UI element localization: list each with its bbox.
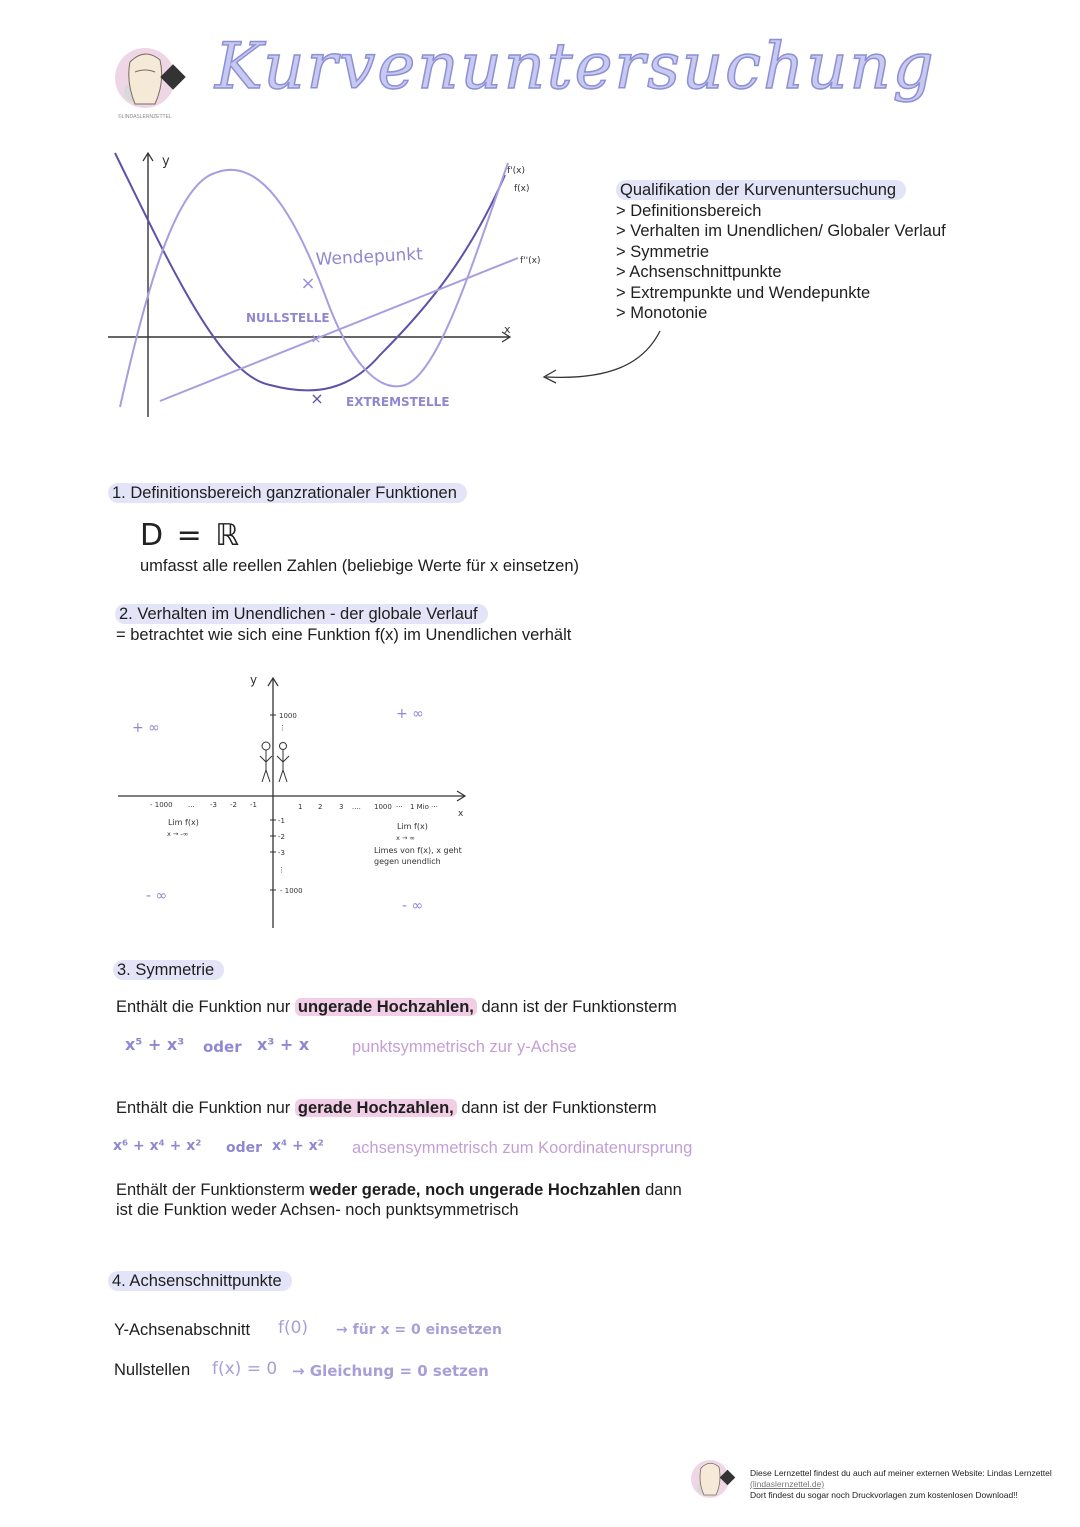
qualification-list [616,180,946,324]
x-tick: ... [188,801,195,809]
x-tick: -1 [250,801,257,809]
lim-left: Lim f(x) [168,818,199,827]
footer-logo [688,1455,738,1505]
nullstelle-label: NULLSTELLE [246,311,330,325]
plus-infinity-right: + ∞ [396,706,424,722]
even-result: achsensymmetrisch zum Koordinatenursprung [352,1139,693,1157]
lim-left-sub: x → -∞ [167,830,189,838]
symmetry-odd-text: Enthält die Funktion nur ungerade Hochzahlen, dann ist der Funktionsterm [116,998,677,1016]
limes-note: Limes von f(x), x geht [374,846,462,855]
y-tick: -1 [278,817,285,825]
list-item: > Achsenschnittpunkte [616,263,782,281]
odd-result: punktsymmetrisch zur y-Achse [352,1038,577,1056]
section1-text: umfasst alle reellen Zahlen (beliebige Werte für x einsetzen) [140,557,579,575]
even-example-1: x⁶ + x⁴ + x² [113,1138,202,1154]
x-tick: 3 [339,803,344,811]
svg-text:⋮: ⋮ [278,866,285,874]
extremstelle-marker: × [310,389,324,408]
odd-example-2: x³ + x [257,1035,310,1054]
limit-behavior-graph [110,670,490,935]
x-tick: .... [352,803,361,811]
nullstelle-marker: × [310,332,322,347]
logo-avatar [110,42,190,117]
x-tick: 2 [318,803,323,811]
curved-arrow-icon [538,325,668,390]
graph1-x-label: x [504,323,511,336]
svg-text:⋮: ⋮ [279,724,286,732]
minus-infinity-left: - ∞ [146,888,168,904]
y-tick: -3 [278,849,285,857]
x-tick: - 1000 [150,801,173,809]
x-tick: 1 Mio ··· [410,803,438,811]
graph1-y-label: y [162,154,170,169]
page-title: Kurvenuntersuchung [215,30,936,104]
list-item: > Verhalten im Unendlichen/ Globaler Verlauf [616,222,946,240]
label-f-double-prime: f''(x) [520,256,541,266]
graph2-y-label: y [250,673,258,687]
lim-right-sub: x → ∞ [396,834,415,842]
wendepunkt-label: Wendepunkt [315,244,424,270]
list-item: > Monotonie [616,304,708,322]
symmetry-even-text: Enthält die Funktion nur gerade Hochzahlen, dann ist der Funktionsterm [116,1099,657,1117]
definition-formula: D = ℝ [140,518,242,553]
even-example-2: x⁴ + x² [272,1138,324,1154]
list-item: > Extrempunkte und Wendepunkte [616,283,871,302]
minus-infinity-right: - ∞ [402,898,424,914]
plus-infinity-left: + ∞ [132,720,160,736]
curve-f [115,153,505,390]
y-tick-bottom: - 1000 [280,887,303,895]
y-intercept-formula: f(0) [278,1318,309,1338]
wendepunkt-marker: × [300,273,316,294]
x-tick: 1 [298,803,303,811]
even-oder: oder [226,1140,263,1156]
list-item: > Definitionsbereich [616,201,762,220]
x-tick: ··· [396,803,403,811]
x-tick: 1000 [374,803,392,811]
odd-oder: oder [203,1038,242,1056]
curve-f-double-prime [160,258,518,401]
qualification-title: Qualifikation der Kurvenuntersuchung [616,180,906,200]
limes-note: gegen unendlich [374,857,441,866]
section2-heading: 2. Verhalten im Unendlichen - der globale Verlauf [115,605,488,624]
curve-analysis-graph [100,145,560,425]
x-tick: -3 [210,801,217,809]
section3-heading: 3. Symmetrie [113,961,224,980]
label-f: f(x) [514,184,530,194]
zeros-note: → Gleichung = 0 setzen [292,1362,489,1380]
section4-heading: 4. Achsenschnittpunkte [108,1272,292,1291]
footer-note: Diese Lernzettel findest du auch auf meiner externen Website: Lindas Lernzettel (lindaslernzettel.de) Dort findest du sogar noch Druckvorlagen zum kostenlosen Download!! [750,1468,1052,1500]
label-f-prime: f'(x) [507,166,525,176]
zeros-formula: f(x) = 0 [212,1359,278,1379]
list-item: > Symmetrie [616,242,710,261]
y-intercept-label: Y-Achsenabschnitt [114,1321,251,1339]
y-intercept-note: → für x = 0 einsetzen [336,1322,502,1338]
stick-figures-icon [260,742,289,782]
y-tick: -2 [278,833,285,841]
logo-watermark: ©LINDASLERNZETTEL [118,114,172,120]
lim-right: Lim f(x) [397,822,428,831]
section2-text: = betrachtet wie sich eine Funktion f(x) im Unendlichen verhält [116,626,572,644]
x-tick: -2 [230,801,237,809]
y-tick-top: 1000 [279,712,297,720]
odd-example-1: x⁵ + x³ [125,1035,185,1054]
symmetry-neither-text: Enthält der Funktionsterm weder gerade, noch ungerade Hochzahlen dann ist die Funktion weder Achsen- noch punktsymmetrisch [116,1181,682,1219]
section1-heading: 1. Definitionsbereich ganzrationaler Funktionen [108,484,467,503]
zeros-label: Nullstellen [114,1361,191,1379]
extremstelle-label: EXTREMSTELLE [346,395,450,409]
graph2-x-label: x [458,809,464,819]
